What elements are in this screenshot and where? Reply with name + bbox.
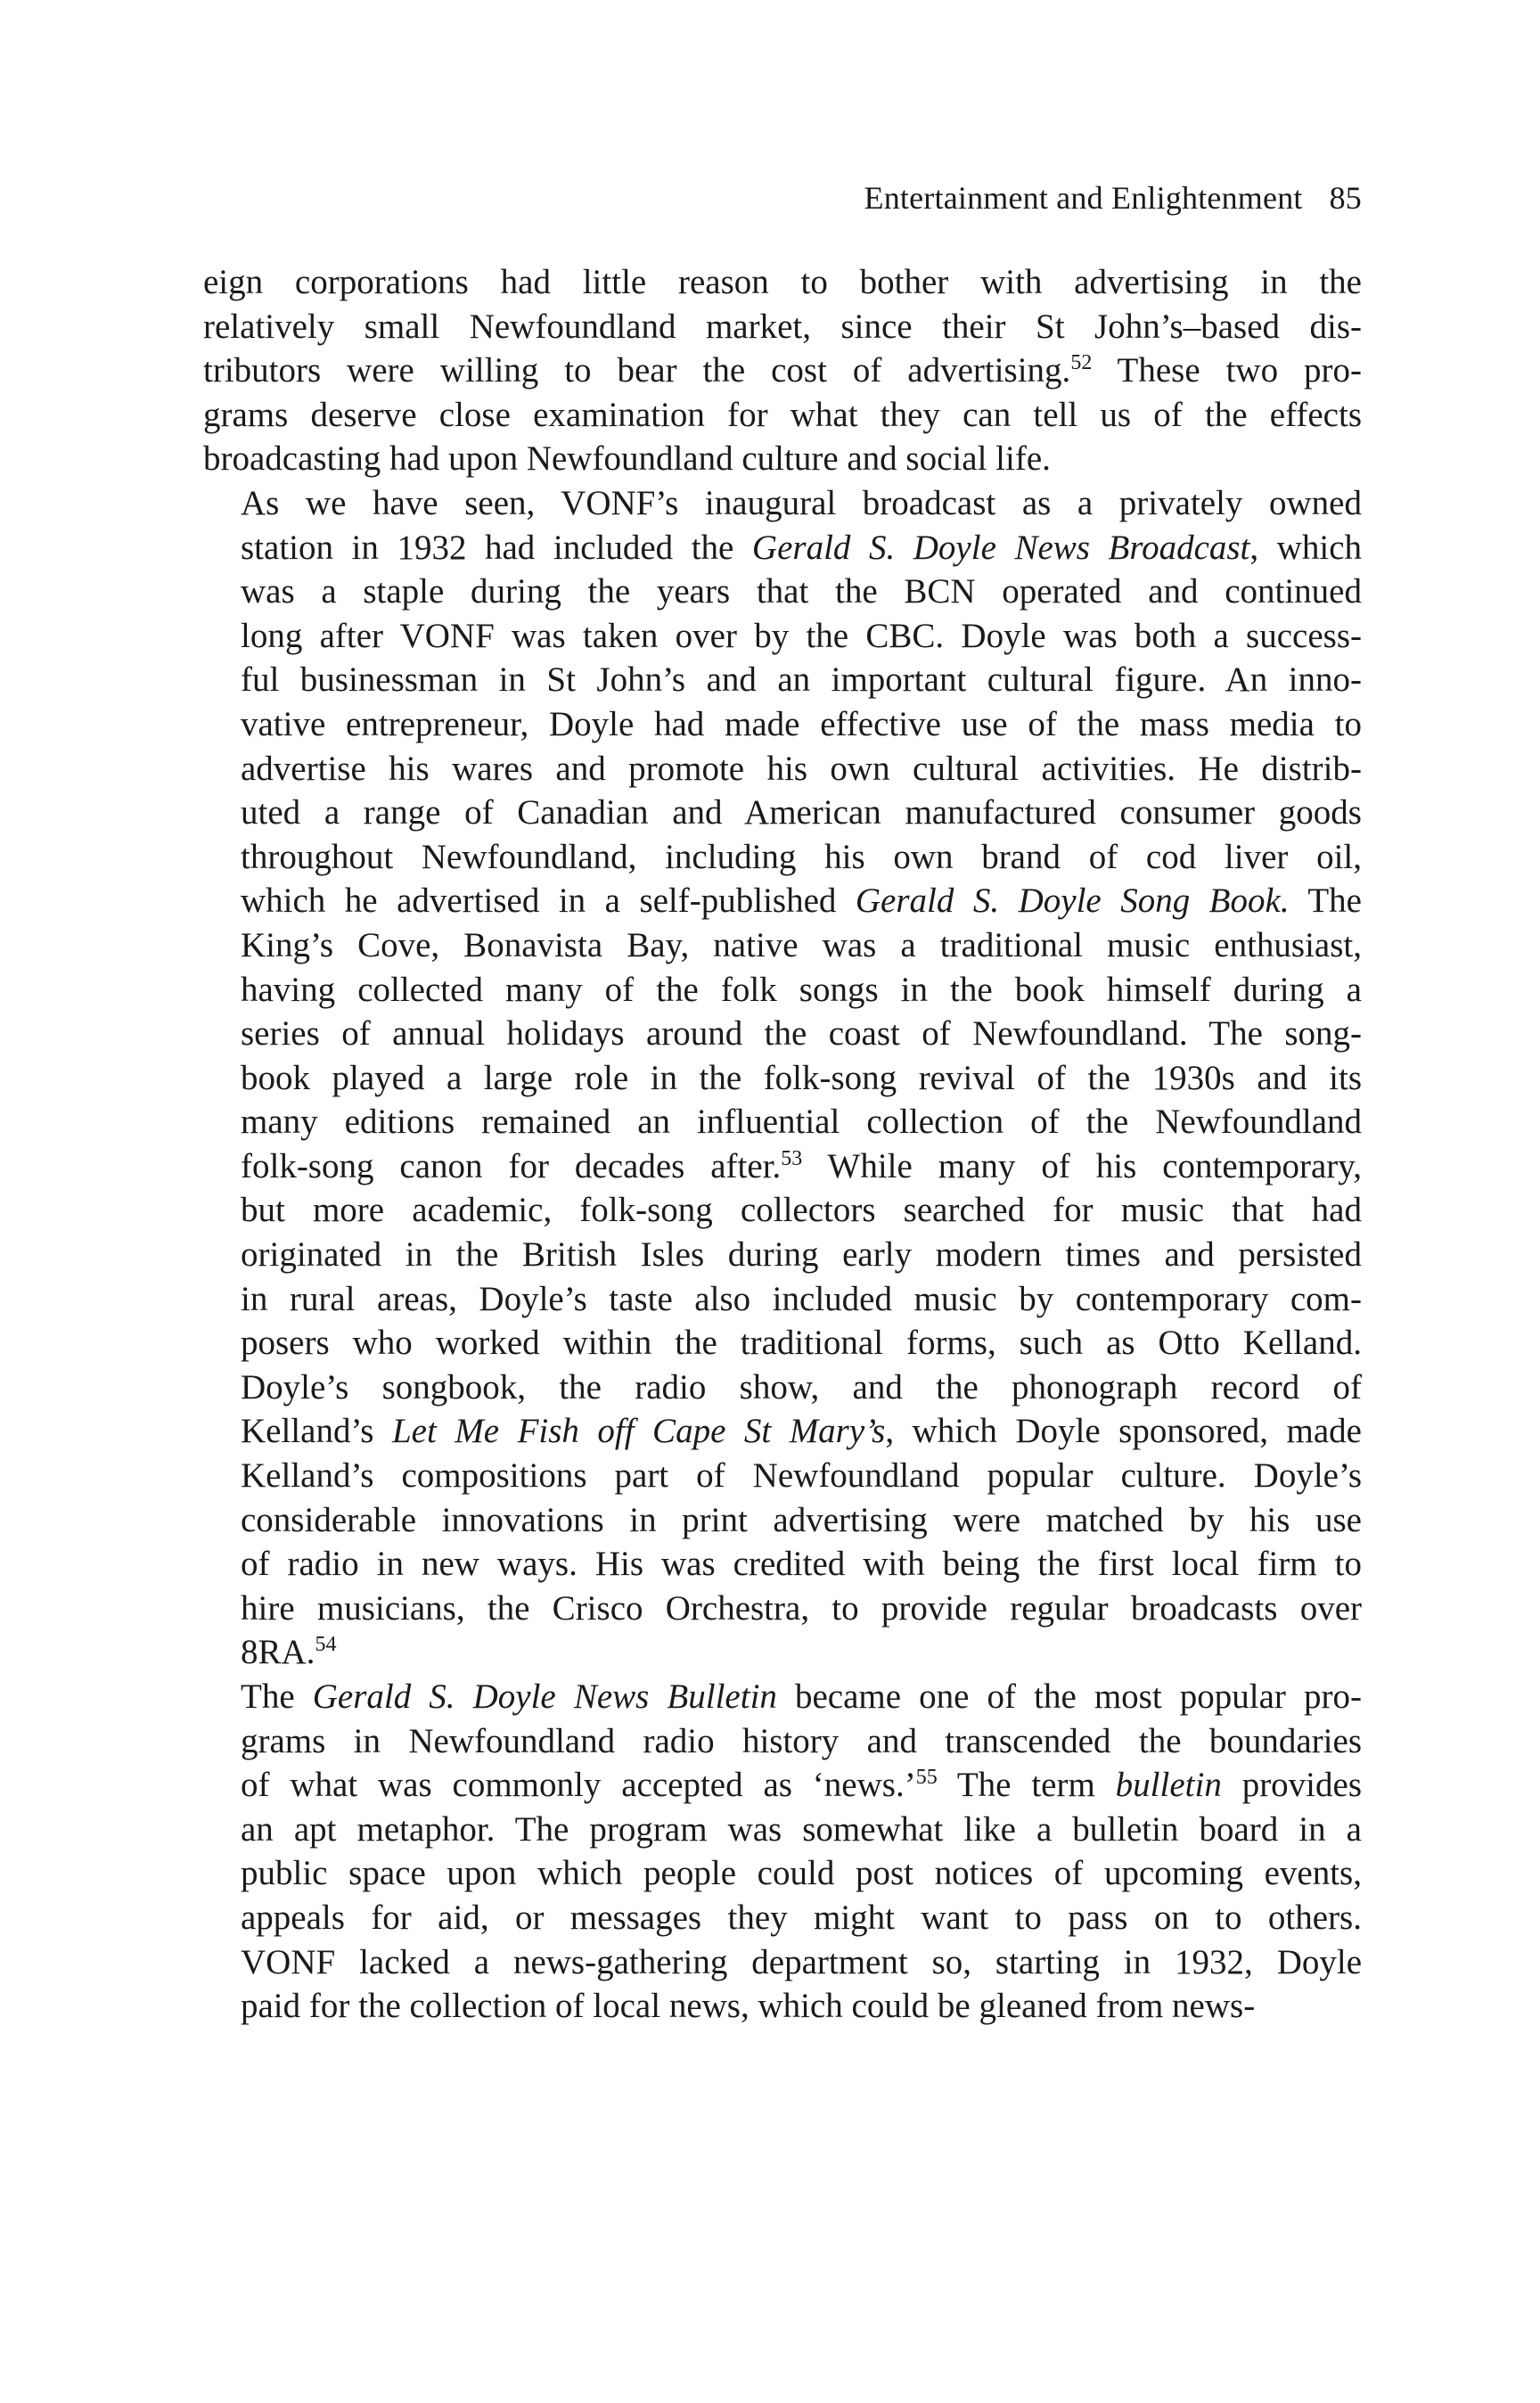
text-line	[203, 1896, 1362, 1940]
text-run: having collected many of the folk songs in the book himself during a	[241, 970, 1362, 1009]
text-line	[203, 1940, 1362, 1985]
text-run: throughout Newfoundland, including his own brand of cod liver oil,	[241, 837, 1362, 876]
text-run: eign corporations had little reason to bother with advertising in the	[203, 263, 1362, 301]
text-line	[203, 1675, 1362, 1719]
text-line	[203, 835, 1362, 880]
text-line	[203, 968, 1362, 1013]
text-line	[203, 1188, 1362, 1233]
footnote-ref: 52	[1070, 351, 1093, 375]
text-run: was a staple during the years that the BCN operated and continued	[241, 572, 1362, 611]
text-line	[203, 879, 1362, 923]
text-line	[203, 614, 1362, 659]
text-run: , which	[1249, 528, 1363, 567]
text-run: Kelland’s	[241, 1412, 392, 1451]
text-line	[203, 658, 1362, 702]
text-line	[203, 1012, 1362, 1056]
text-run: As we have seen, VONF’s inaugural broadcast as a privately owned	[241, 483, 1362, 522]
text-line	[203, 1984, 1362, 2029]
text-line	[203, 481, 1362, 526]
text-line	[203, 1542, 1362, 1587]
paragraph	[203, 1675, 1362, 2029]
italic-title: bulletin	[1115, 1766, 1222, 1805]
text-run: provides	[1221, 1766, 1362, 1805]
text-run: became one of the most popular pro-	[776, 1677, 1362, 1716]
paragraph	[203, 260, 1362, 481]
text-line	[203, 305, 1362, 349]
text-line	[203, 1366, 1362, 1410]
text-line	[203, 1851, 1362, 1896]
text-run: folk-song canon for decades after.	[241, 1146, 782, 1185]
text-run: VONF lacked a news-gathering department so, starting in 1932, Doyle	[241, 1942, 1362, 1981]
text-run: originated in the British Isles during early modern times and persisted	[241, 1235, 1362, 1275]
text-line	[203, 791, 1362, 835]
text-line	[203, 1321, 1362, 1366]
text-line	[203, 1630, 1362, 1675]
page-number: 85	[1329, 180, 1362, 216]
text-run: King’s Cove, Bonavista Bay, native was a traditional music enthusiast,	[241, 925, 1362, 964]
text-run: advertise his wares and promote his own cultural activities. He distrib-	[241, 749, 1362, 788]
text-run: hire musicians, the Crisco Orchestra, to provide regular broadcasts over	[241, 1588, 1362, 1628]
text-line	[203, 349, 1362, 393]
italic-title: Gerald S. Doyle Song Book.	[855, 882, 1290, 921]
text-run: The	[241, 1677, 313, 1716]
italic-title: Gerald S. Doyle News Bulletin	[312, 1677, 777, 1716]
text-line	[203, 1409, 1362, 1454]
text-run: considerable innovations in print advertising were matched by his use	[241, 1500, 1362, 1539]
text-line	[203, 1056, 1362, 1101]
text-run: paid for the collection of local news, which could be gleaned from news-	[241, 1987, 1256, 2026]
text-line	[203, 1277, 1362, 1322]
text-run: appeals for aid, or messages they might want to pass on to others.	[241, 1898, 1362, 1937]
chapter-title: Entertainment and Enlightenment	[864, 180, 1303, 216]
text-line	[203, 1233, 1362, 1277]
text-line	[203, 1498, 1362, 1543]
text-run: ful businessman in St John’s and an important cultural figure. An inno-	[241, 660, 1362, 700]
text-line	[203, 1763, 1362, 1808]
text-line	[203, 1454, 1362, 1498]
body-text	[203, 260, 1362, 2029]
text-run: vative entrepreneur, Doyle had made effective use of the mass media to	[241, 704, 1362, 743]
text-line	[203, 1144, 1362, 1189]
text-run: of radio in new ways. His was credited with being the first local firm to	[241, 1545, 1362, 1584]
text-run: book played a large role in the folk-song revival of the 1930s and its	[241, 1058, 1362, 1097]
text-run: 8RA.	[241, 1633, 315, 1672]
text-run: broadcasting had upon Newfoundland culture and social life.	[203, 439, 1051, 479]
text-line	[203, 260, 1362, 305]
text-run: many editions remained an influential collection of the Newfoundland	[241, 1103, 1362, 1142]
text-run: uted a range of Canadian and American manufactured consumer goods	[241, 793, 1362, 832]
italic-title: Let Me Fish off Cape St Mary’s	[391, 1412, 886, 1451]
footnote-ref: 55	[915, 1766, 938, 1790]
text-run: These two pro-	[1092, 351, 1362, 390]
text-run: station in 1932 had included the	[241, 528, 752, 567]
text-line	[203, 1587, 1362, 1631]
text-run: relatively small Newfoundland market, since their St John’s–based dis-	[203, 307, 1362, 346]
text-run: posers who worked within the traditional forms, such as Otto Kelland.	[241, 1324, 1362, 1363]
text-run: , which Doyle sponsored, made	[885, 1412, 1362, 1451]
text-line	[203, 1808, 1362, 1852]
text-run: The term	[937, 1766, 1116, 1805]
text-run: Kelland’s compositions part of Newfoundland popular culture. Doyle’s	[241, 1456, 1362, 1496]
text-run: public space upon which people could post notices of upcoming events,	[241, 1854, 1362, 1893]
text-run: of what was commonly accepted as ‘news.’	[241, 1766, 916, 1805]
text-run: Doyle’s songbook, the radio show, and the phonograph record of	[241, 1367, 1362, 1407]
text-run: an apt metaphor. The program was somewhat like a bulletin board in a	[241, 1809, 1362, 1849]
text-run: in rural areas, Doyle’s taste also included music by contemporary com-	[241, 1279, 1362, 1318]
text-run: The	[1289, 882, 1362, 921]
text-run: grams deserve close examination for what they can tell us of the effects	[203, 395, 1362, 434]
text-line	[203, 1100, 1362, 1144]
text-run: but more academic, folk-song collectors searched for music that had	[241, 1191, 1362, 1230]
text-line	[203, 437, 1362, 481]
running-head	[203, 178, 1362, 217]
text-line	[203, 393, 1362, 438]
text-line	[203, 526, 1362, 570]
text-run: tributors were willing to bear the cost of advertising.	[203, 351, 1071, 390]
text-line	[203, 923, 1362, 968]
text-line	[203, 1719, 1362, 1764]
text-run: grams in Newfoundland radio history and transcended the boundaries	[241, 1721, 1362, 1760]
text-line	[203, 747, 1362, 791]
text-line	[203, 570, 1362, 614]
paragraph	[203, 481, 1362, 1675]
footnote-ref: 54	[315, 1633, 337, 1657]
text-line	[203, 702, 1362, 747]
text-run: series of annual holidays around the coast of Newfoundland. The song-	[241, 1014, 1362, 1054]
text-run: While many of his contemporary,	[802, 1146, 1362, 1185]
footnote-ref: 53	[781, 1146, 803, 1170]
text-run: long after VONF was taken over by the CBC. Doyle was both a success-	[241, 616, 1362, 655]
italic-title: Gerald S. Doyle News Broadcast	[751, 528, 1250, 567]
text-run: which he advertised in a self-published	[241, 882, 856, 921]
